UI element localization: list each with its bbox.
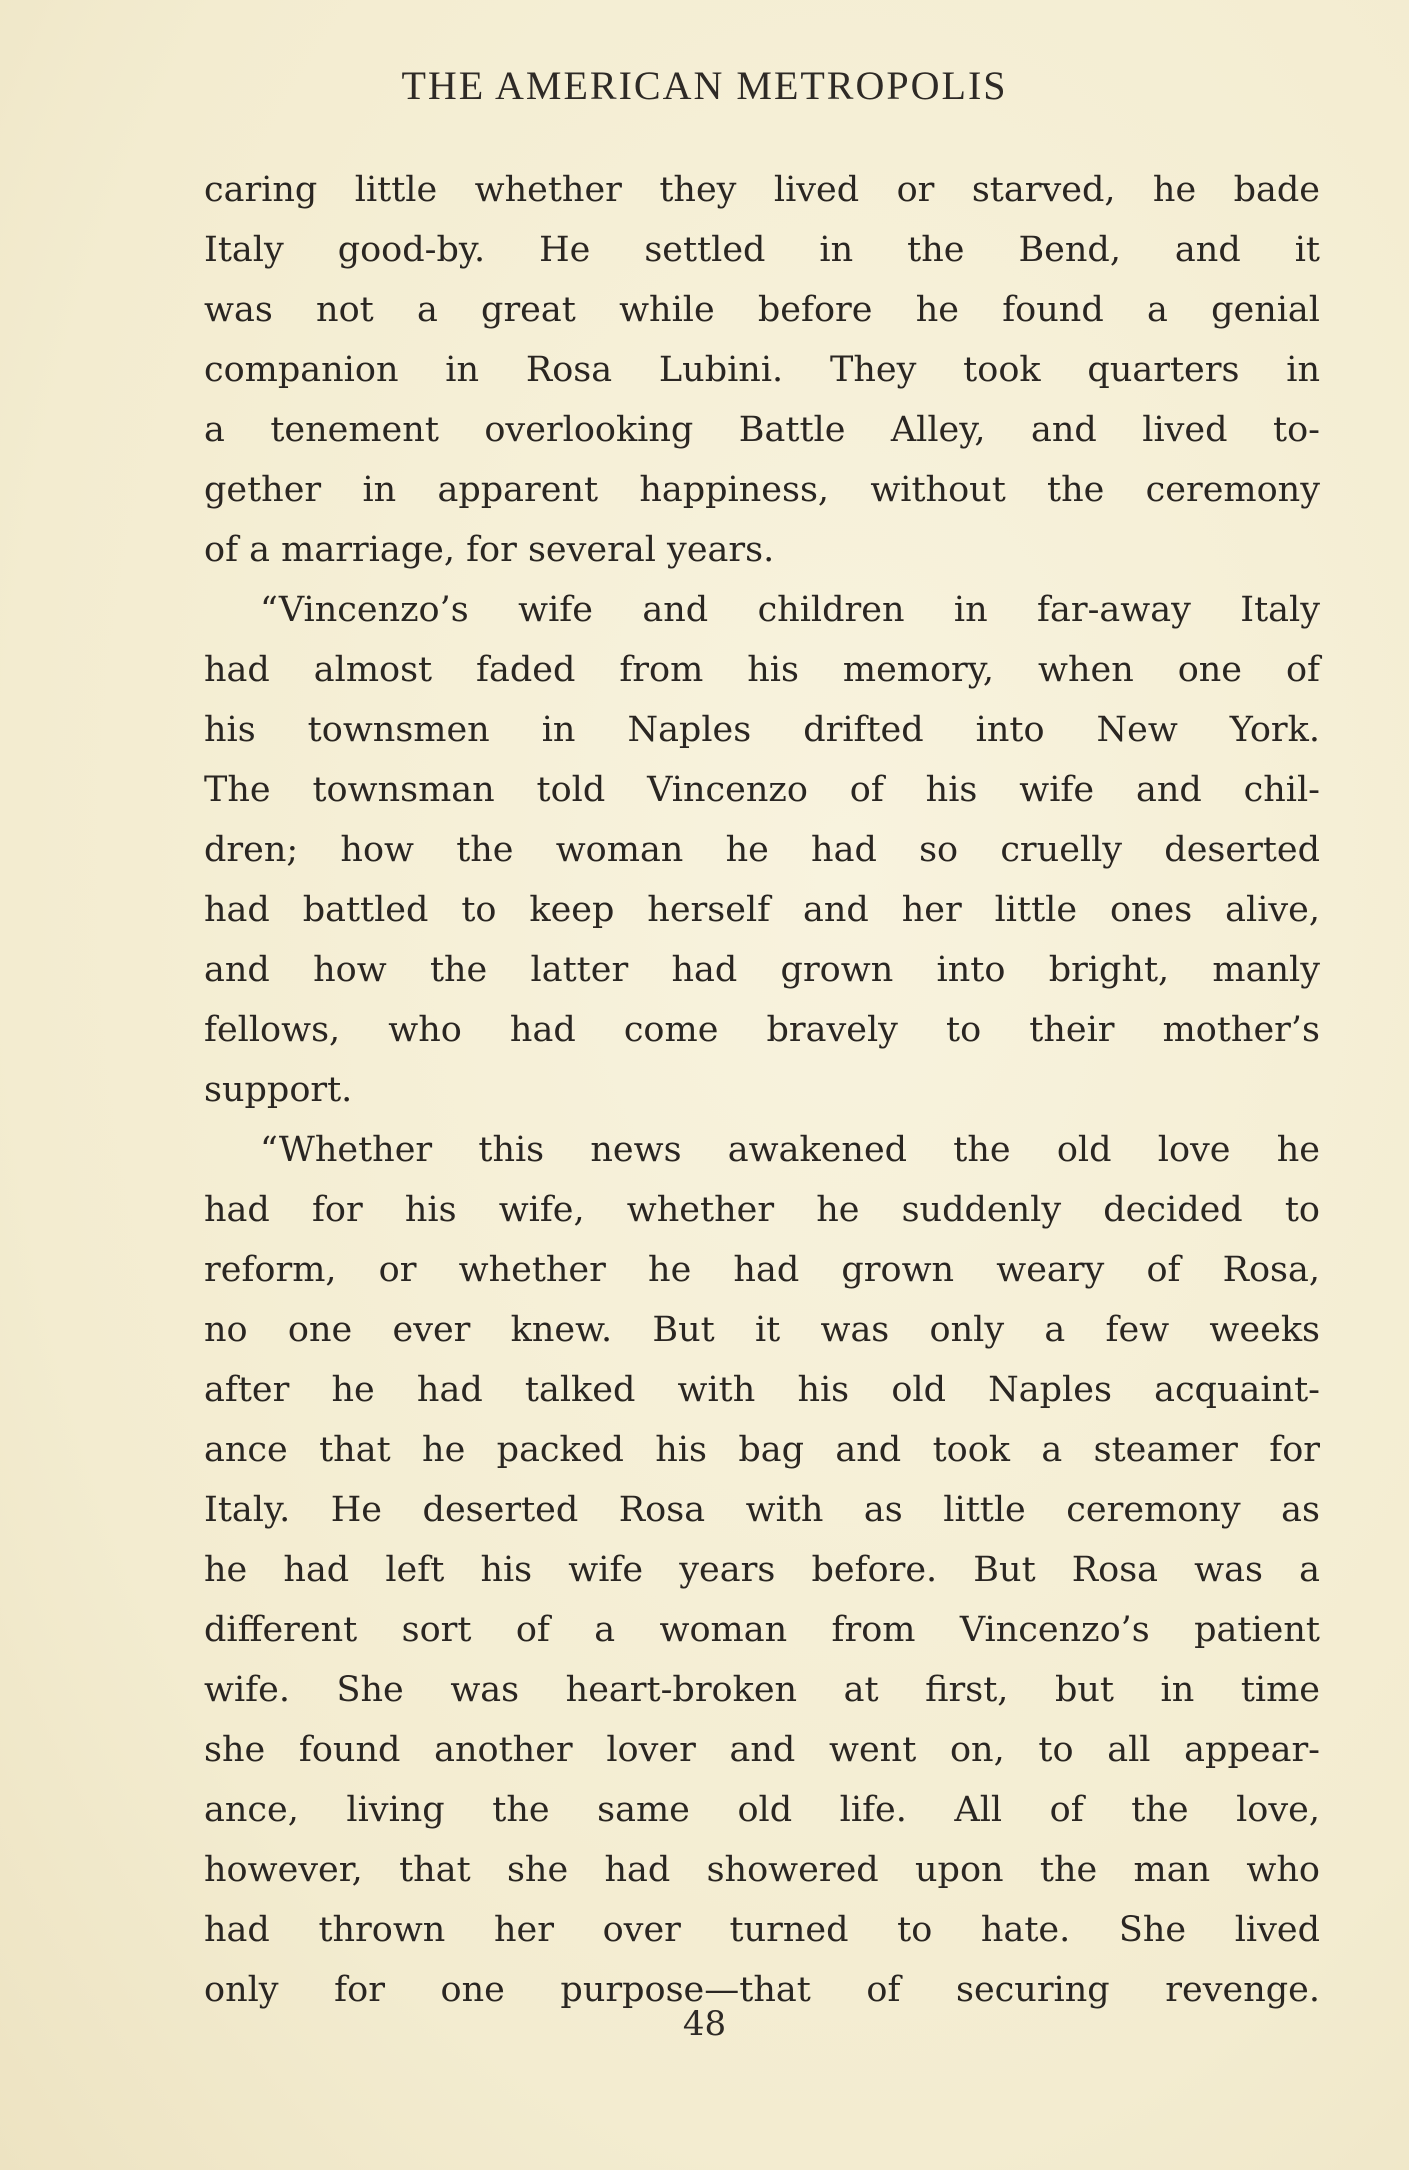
- text-line: caring little whether they lived or starved, he bade: [204, 170, 1320, 210]
- text-line: “Whether this news awakened the old love he: [260, 1130, 1320, 1170]
- text-line: a tenement overlooking Battle Alley, and lived to-: [204, 410, 1320, 450]
- text-line: gether in apparent happiness, without the ceremony: [204, 470, 1320, 510]
- text-line: ance that he packed his bag and took a steamer for: [204, 1430, 1320, 1470]
- text-line: had battled to keep herself and her little ones alive,: [204, 890, 1320, 930]
- text-line: she found another lover and went on, to all appear-: [204, 1730, 1320, 1770]
- text-line: however, that she had showered upon the man who: [204, 1850, 1320, 1890]
- text-line: only for one purpose—that of securing revenge.: [204, 1970, 1320, 2010]
- text-line: had for his wife, whether he suddenly decided to: [204, 1190, 1320, 1230]
- text-line: wife. She was heart-broken at first, but in time: [204, 1670, 1320, 1710]
- text-line: reform, or whether he had grown weary of Rosa,: [204, 1250, 1320, 1290]
- text-line: had almost faded from his memory, when one of: [204, 650, 1320, 690]
- text-line: fellows, who had come bravely to their mother’s: [204, 1010, 1320, 1050]
- text-line: had thrown her over turned to hate. She lived: [204, 1910, 1320, 1950]
- running-head: THE AMERICAN METROPOLIS: [401, 63, 1008, 108]
- text-line: after he had talked with his old Naples acquaint-: [204, 1370, 1320, 1410]
- text-line: Italy good-by. He settled in the Bend, and it: [204, 230, 1320, 270]
- text-line: “Vincenzo’s wife and children in far-away Italy: [260, 590, 1320, 630]
- text-line: he had left his wife years before. But Rosa was a: [204, 1550, 1320, 1590]
- text-line: no one ever knew. But it was only a few weeks: [204, 1310, 1320, 1350]
- text-line: and how the latter had grown into bright, manly: [204, 950, 1320, 990]
- text-line: support.: [204, 1070, 353, 1110]
- text-line: dren; how the woman he had so cruelly deserted: [204, 830, 1320, 870]
- text-line: of a marriage, for several years.: [204, 530, 775, 570]
- text-line: The townsman told Vincenzo of his wife and chil-: [204, 770, 1320, 810]
- text-line: different sort of a woman from Vincenzo’s patient: [204, 1610, 1320, 1650]
- body-text: [204, 160, 1320, 2020]
- text-line: ance, living the same old life. All of the love,: [204, 1790, 1320, 1830]
- text-line: was not a great while before he found a genial: [204, 290, 1320, 330]
- text-line: companion in Rosa Lubini. They took quarters in: [204, 350, 1320, 390]
- page-number: 48: [682, 2004, 727, 2044]
- text-line: his townsmen in Naples drifted into New York.: [204, 710, 1320, 750]
- text-line: Italy. He deserted Rosa with as little ceremony as: [204, 1490, 1320, 1530]
